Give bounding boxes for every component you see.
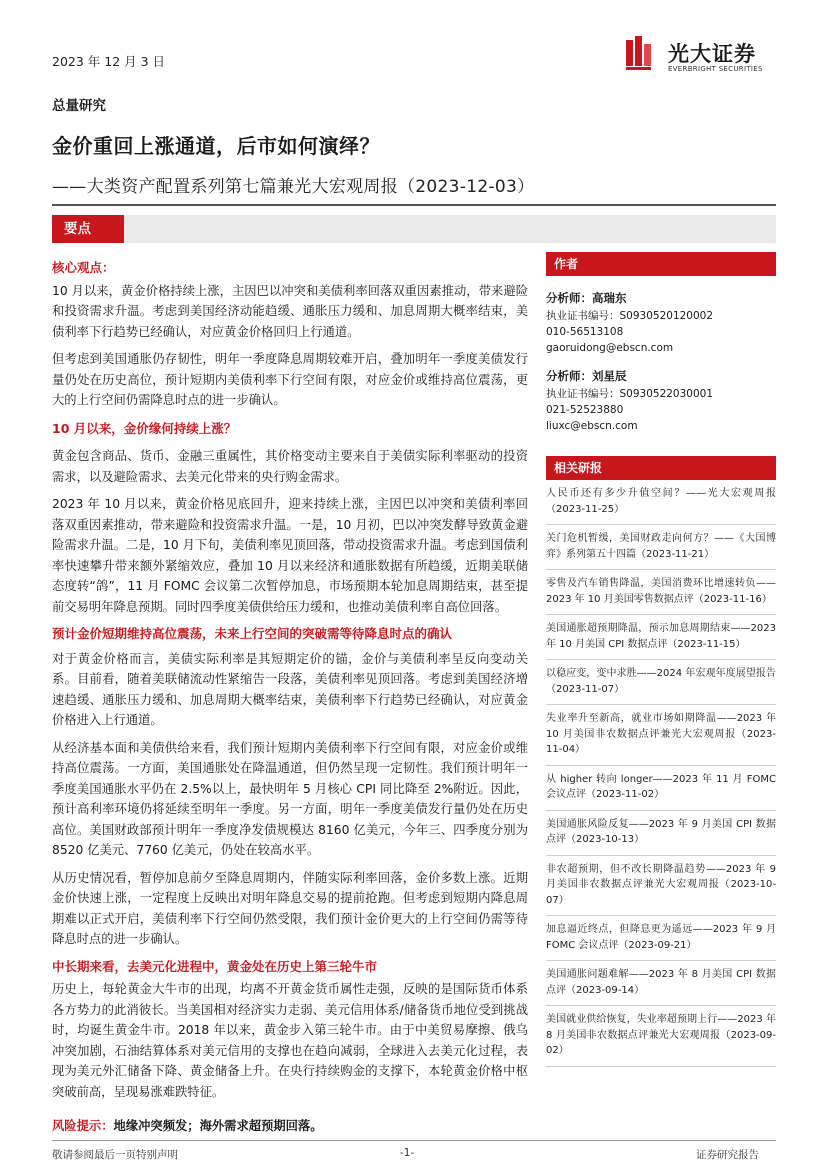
analyst-name: 分析师：刘星辰 [546,369,627,383]
company-logo [624,34,774,78]
section-heading-2: 预计金价短期维持高位震荡，未来上行空间的突破需等待降息时点的确认 [52,626,453,641]
footer-report-type: 证券研究报告 [696,1149,759,1161]
section2-paragraph-1: 对于黄金价格而言，美债实际利率是其短期定价的锚，金价与美债利率呈反向变动关系。目前看，随着美联储流动性紧缩告一段落，美债利率见顶回落。考虑到美国经济增速趋缓、通胀压力缓和、加息周期大概率结束，美债利率下行趋势已经确认，对应黄金价格进入上行通道。 [52,651,528,727]
report-date: 2023 年 12 月 3 日 [52,54,166,69]
page-number: -1- [400,1147,415,1159]
analyst-card [546,290,776,356]
related-report-item[interactable]: 从 higher 转向 longer——2023 年 11 月 FOMC 会议点评（2023-11-02） [546,766,776,811]
report-title: 金价重回上涨通道，后市如何演绎？ [52,134,380,158]
core-view-heading: 核心观点： [52,260,115,275]
related-report-item[interactable]: 以稳应变，变中求胜——2024 年宏观年度展望报告（2023-11-07） [546,660,776,705]
related-reports-heading: 相关研报 [546,456,776,480]
section1-paragraph-1: 黄金包含商品、货币、金融三重属性，其价格变动主要来自于美债实际利率驱动的投资需求，以及避险需求、去美元化带来的央行购金需求。 [52,449,528,484]
related-report-item[interactable]: 零售及汽车销售降温，美国消费环比增速转负——2023 年 10 月美国零售数据点评（2023-11-16） [546,570,776,615]
header-divider [52,204,776,206]
core-view-paragraph-2: 但考虑到美国通胀仍存韧性，明年一季度降息周期较难开启，叠加明年一季度美债发行量仍处在历史高位，预计短期内美债利率下行空间有限，对应金价或维持高位震荡，更大的上行空间仍需降息时点的进一步确认。 [52,352,528,407]
risk-label: 风险提示： [52,1119,114,1133]
section1-paragraph-2: 2023 年 10 月以来，黄金价格见底回升，迎来持续上涨，主因巴以冲突和美债利率回落双重因素推动，带来避险和投资需求升温。一是，10 月初，巴以冲突发酵导致黄金避险需求升温。二是，10 月下旬，美债利率见顶回落，带动投资需求升温。考虑到国债利率快速攀升带来额外紧缩效应，叠加 10 月以来经济和通胀数据有所趋缓，近期美联储态度转“鸽”，11 月 FOMC 会议第二次暂停加息，市场预期本轮加息周期结束，甚至提前交易明年降息预期。同时四季度美债供给压力缓和，也推动美债利率自高位回落。 [52,497,528,614]
related-reports-panel [546,456,776,1067]
logo-text-en: EVERBRIGHT SECURITIES [668,65,763,73]
related-report-item[interactable]: 加息逼近终点，但降息更为遥远——2023 年 9 月 FOMC 会议点评（2023-09-21） [546,916,776,961]
analyst-phone: 021-52523880 [546,404,624,416]
related-report-item[interactable]: 失业率升至新高，就业市场如期降温——2023 年 10 月美国非农数据点评兼光大宏观周报（2023-11-04） [546,705,776,766]
analyst-email[interactable]: gaoruidong@ebscn.com [546,342,674,354]
section-heading-1: 10 月以来，金价缘何持续上涨？ [52,420,237,436]
main-content [52,258,528,1137]
authors-panel [546,252,776,434]
core-view-paragraph-1: 10 月以来，黄金价格持续上涨，主因巴以冲突和美债利率回落双重因素推动，带来避险和投资需求升温。考虑到美国经济动能趋缓、通胀压力缓和、加息周期大概率结束，美债利率下行趋势已经确认，对应黄金价格回归上行通道。 [52,283,528,339]
related-report-item[interactable]: 美国通胀超预期降温，预示加息周期结束——2023 年 10 月美国 CPI 数据点评（2023-11-15） [546,615,776,660]
analyst-phone: 010-56513108 [546,326,624,338]
related-report-item[interactable]: 关门危机暂缓，美国财政走向何方？——《大国博弈》系列第五十四篇（2023-11-21） [546,525,776,570]
analyst-license: 执业证书编号：S0930522030001 [546,388,714,400]
analyst-email[interactable]: liuxc@ebscn.com [546,420,638,432]
risk-warning [52,1116,528,1137]
section2-paragraph-3: 从历史情况看，暂停加息前夕至降息周期内，伴随实际利率回落，金价多数上涨。近期金价快速上涨，一定程度上反映出对明年降息交易的提前抢跑。但考虑到短期内降息周期难以正式开启，美债利率下行空间仍然受限，我们预计金价更大的上行空间仍需等待降息时点的进一步确认。 [52,870,528,946]
related-report-item[interactable]: 美国就业供给恢复，失业率超预期上行——2023 年 8 月美国非农数据点评兼光大宏观周报（2023-09-02） [546,1006,776,1067]
footer-disclaimer: 敬请参阅最后一页特别声明 [52,1149,178,1161]
footer-divider [52,1140,776,1141]
related-report-item[interactable]: 美国通胀风险反复——2023 年 9 月美国 CPI 数据点评（2023-10-13） [546,811,776,856]
section2-paragraph-2: 从经济基本面和美债供给来看，我们预计短期内美债利率下行空间有限，对应金价或维持高位震荡。一方面，美国通胀处在降温通道，但仍然呈现一定韧性。我们预计明年一季度美国通胀水平仍在 2.5%以上，最快明年 5 月核心 CPI 同比降至 2%附近。因此，预计高利率环境仍将延续至明年一季度。另一方面，明年一季度美债发行量仍处在历史高位。美国财政部预计明年一季度净发债规模达 8160 亿美元，今年三、四季度分别为 8520 亿美元、7760 亿美元，仍处在较高水平。 [52,740,528,857]
analyst-name: 分析师：高瑞东 [546,291,627,305]
everbright-logo-icon [624,34,660,72]
keypoints-bar [52,215,776,243]
section-heading-3: 中长期来看，去美元化进程中，黄金处在历史上第三轮牛市 [52,958,378,974]
related-report-item[interactable]: 美国通胀问题难解——2023 年 8 月美国 CPI 数据点评（2023-09-14） [546,961,776,1006]
logo-text-cn: 光大证券 [668,42,756,66]
report-category: 总量研究 [52,98,106,114]
section3-paragraph-1: 历史上，每轮黄金大牛市的出现，均离不开黄金货币属性走强，反映的是国际货币体系各方势力的此消彼长。当美国相对经济实力走弱、美元信用体系/储备货币地位受到挑战时，均诞生黄金牛市。2018 年以来，黄金步入第三轮牛市。由于中美贸易摩擦、俄乌冲突加剧，石油结算体系对美元信用的支撑也在趋向减弱，全球进入去美元化过程，表现为美元外汇储备下降、黄金储备上升。在央行持续购金的支撑下，本轮黄金价格中枢突破前高，呈现易涨难跌特征。 [52,982,528,1099]
analyst-license: 执业证书编号：S0930520120002 [546,310,714,322]
related-report-item[interactable]: 人民币还有多少升值空间？——光大宏观周报（2023-11-25） [546,480,776,525]
analyst-card [546,368,776,434]
related-report-item[interactable]: 非农超预期，但不改长期降温趋势——2023 年 9 月美国非农数据点评兼光大宏观周报（2023-10-07） [546,856,776,917]
authors-heading: 作者 [546,252,776,276]
report-subtitle: ——大类资产配置系列第七篇兼光大宏观周报（2023-12-03） [52,177,535,197]
keypoints-label: 要点 [52,215,124,243]
risk-text: 地缘冲突频发；海外需求超预期回落。 [113,1119,323,1133]
